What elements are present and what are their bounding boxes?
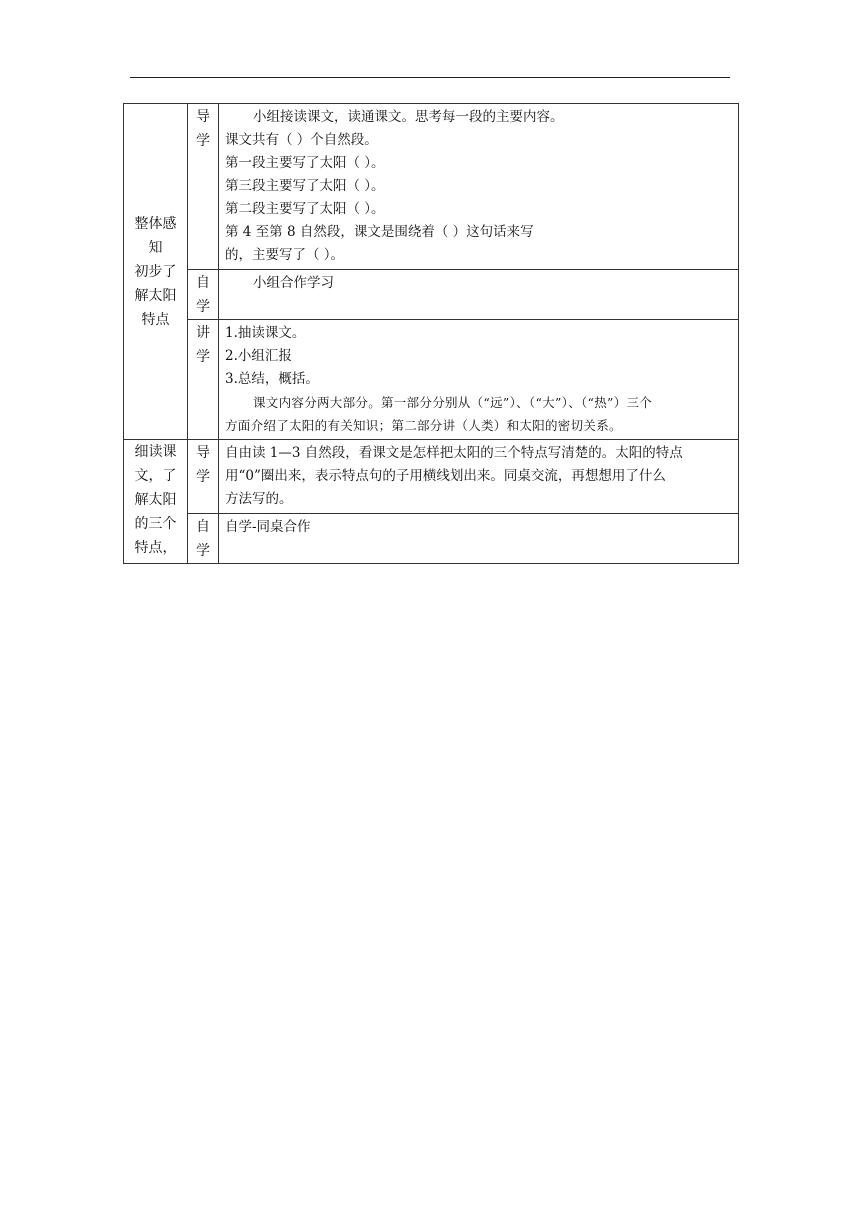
section2-self-row (124, 514, 739, 564)
lecture-summary: 方面介绍了太阳的有关知识；第二部分讲（人类）和太阳的密切关系。 (225, 418, 622, 433)
section1-lecture-row (124, 320, 739, 440)
lecture-item: 1.抽读课文。 (225, 325, 306, 341)
lecture-summary: 课文内容分两大部分。第一部分分别从（“远”）、（“大”）、（“热”）三个 (253, 395, 653, 410)
mode-char: 学 (196, 299, 210, 315)
stage-line: 文，了 (134, 468, 177, 484)
lecture-item: 3.总结，概括。 (225, 371, 319, 387)
stage-line: 知 (148, 239, 163, 256)
stage-line: 细读课 (134, 444, 177, 460)
mode-cell-self (188, 514, 219, 564)
guide-content-cell (219, 440, 739, 514)
mode-char: 导 (196, 445, 210, 461)
mode-cell-guide (188, 104, 219, 270)
mode-char: 自 (196, 519, 210, 535)
stage-line: 特点， (134, 540, 177, 556)
guide-line: 第三段主要写了太阳（ ）。 (225, 178, 385, 194)
section2-guide-row (124, 440, 739, 514)
header-rule (130, 77, 730, 78)
mode-char: 学 (196, 133, 210, 149)
stage-line: 的三个 (134, 516, 177, 532)
mode-cell-lecture (188, 320, 219, 440)
guide-line: 方法写的。 (225, 491, 293, 507)
stage-line: 特点 (141, 311, 170, 328)
guide-line: 自由读 1—3 自然段，看课文是怎样把太阳的三个特点写清楚的。太阳的特点 (225, 445, 683, 461)
mode-char: 学 (196, 543, 210, 559)
section1-self-row (124, 270, 739, 320)
guide-line: 第 4 至第 8 自然段，课文是围绕着（ ）这句话来写 (225, 224, 534, 240)
lecture-item: 2.小组汇报 (225, 348, 292, 364)
guide-line: 第二段主要写了太阳（ ）。 (225, 201, 385, 217)
self-content-cell (219, 514, 739, 564)
guide-line: 第一段主要写了太阳（ ）。 (225, 155, 385, 171)
mode-char: 自 (196, 275, 210, 291)
guide-content-cell (219, 104, 739, 270)
mode-char: 学 (196, 469, 210, 485)
mode-cell-self (188, 270, 219, 320)
mode-cell-guide (188, 440, 219, 514)
mode-char: 讲 (196, 325, 210, 341)
self-content-cell (219, 270, 739, 320)
section1-stage-cell (124, 104, 188, 440)
stage-line: 解太阳 (134, 287, 177, 304)
guide-line: 的，主要写了（ ）。 (225, 247, 345, 263)
stage-line: 初步了 (134, 263, 177, 280)
guide-line: 课文共有（ ）个自然段。 (225, 132, 378, 148)
stage-line: 解太阳 (134, 492, 177, 508)
section2-stage-cell (124, 440, 188, 564)
self-study-text: 自学-同桌合作 (225, 519, 311, 535)
lesson-plan-table (123, 103, 739, 564)
mode-char: 导 (196, 109, 210, 125)
self-study-text: 小组合作学习 (253, 275, 334, 291)
mode-char: 学 (196, 349, 210, 365)
lecture-content-cell (219, 320, 739, 440)
guide-line: 小组接读课文，读通课文。思考每一段的主要内容。 (253, 109, 564, 125)
section1-guide-row (124, 104, 739, 270)
stage-line: 整体感 (134, 215, 177, 232)
guide-line: 用“0”圈出来，表示特点句的子用横线划出来。同桌交流，再想想用了什么 (225, 468, 666, 484)
